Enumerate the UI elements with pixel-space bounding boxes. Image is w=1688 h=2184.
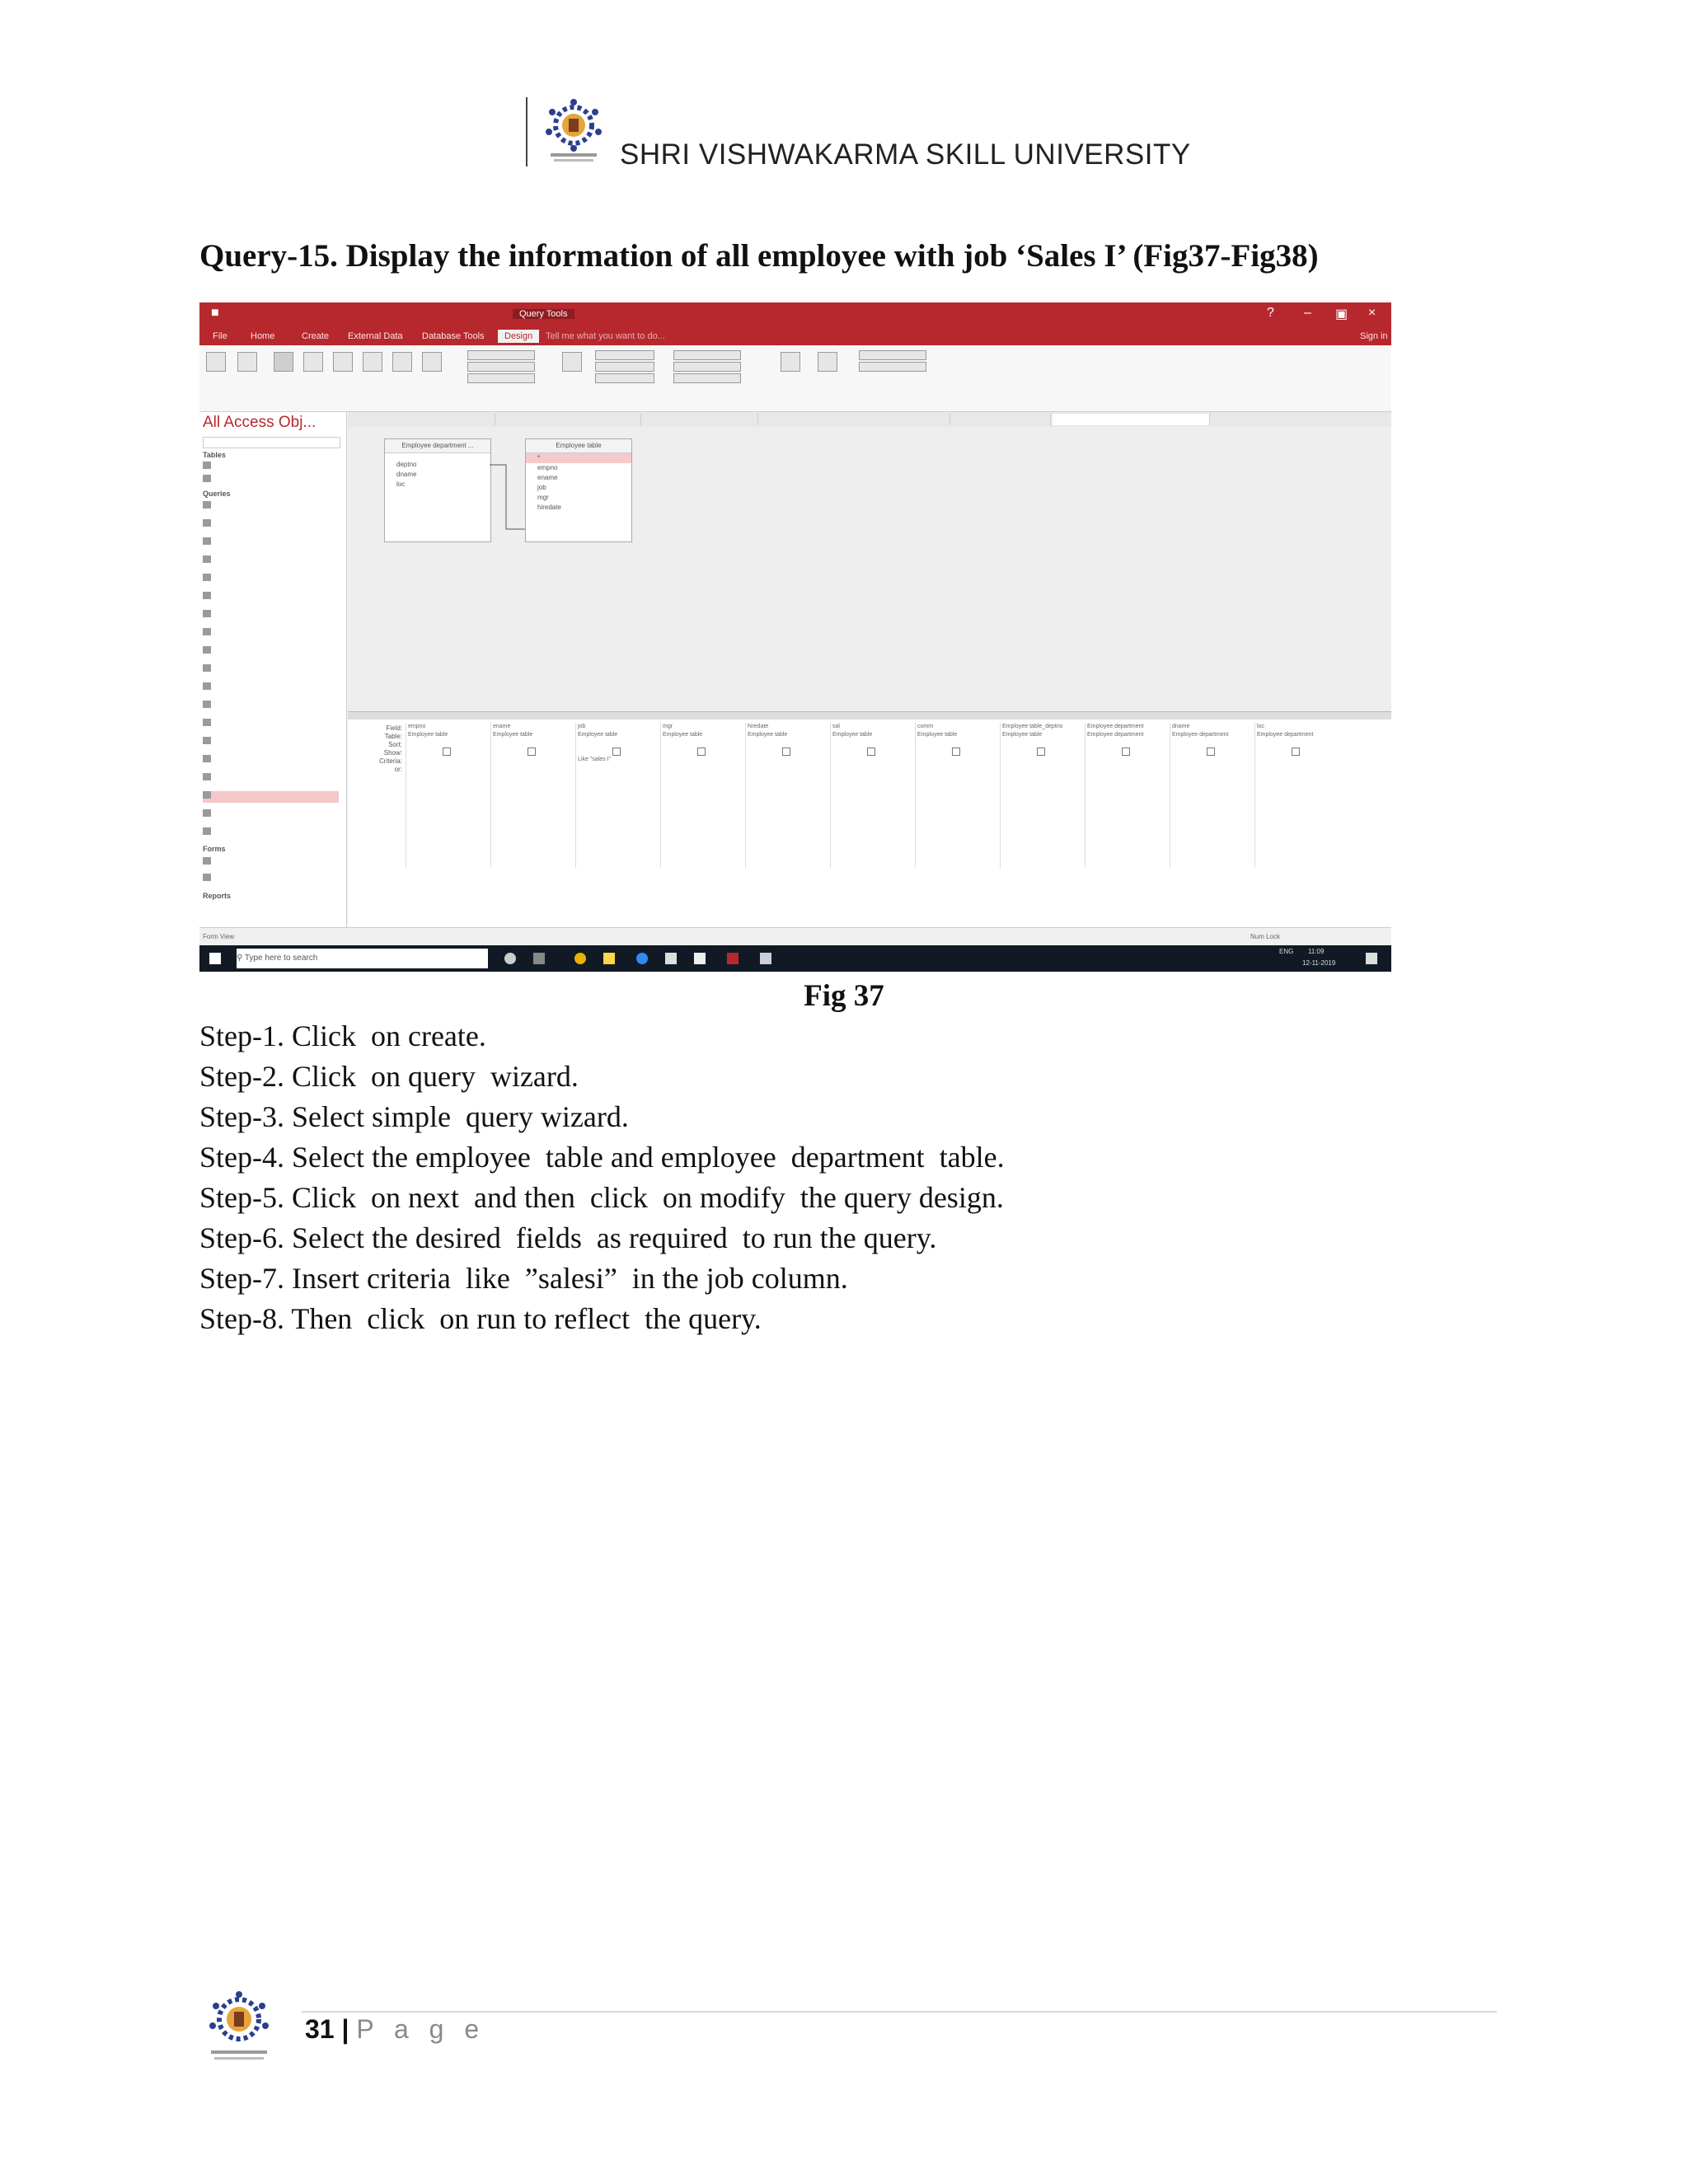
select-button[interactable] xyxy=(274,352,293,372)
grid-or-cell[interactable] xyxy=(1085,764,1170,772)
query-design-surface xyxy=(348,427,1391,711)
ribbon-toolbar xyxy=(199,345,1391,412)
grid-column[interactable] xyxy=(915,723,1001,868)
field-item[interactable]: hiredate xyxy=(537,504,561,511)
grid-column[interactable] xyxy=(745,723,831,868)
status-left: Form View xyxy=(203,933,235,940)
document-tab[interactable] xyxy=(642,414,758,425)
minimize-icon[interactable]: – xyxy=(1304,306,1311,320)
pass-through-button[interactable] xyxy=(467,362,535,372)
nav-item-query[interactable] xyxy=(203,610,339,621)
grid-criteria-cell[interactable] xyxy=(1170,756,1255,764)
grid-criteria-cell[interactable] xyxy=(491,756,576,764)
field-item[interactable]: ename xyxy=(537,474,558,481)
header-divider xyxy=(526,97,528,166)
nav-section-tables[interactable]: Tables xyxy=(203,451,226,459)
grid-show-cell[interactable] xyxy=(916,748,1001,756)
file-explorer-icon[interactable] xyxy=(603,953,615,964)
grid-field-cell[interactable]: comm xyxy=(917,724,934,729)
grid-or-cell[interactable] xyxy=(406,764,491,772)
document-tab[interactable] xyxy=(496,414,641,425)
nav-section-forms[interactable]: Forms xyxy=(203,845,226,853)
show-checkbox[interactable] xyxy=(528,748,536,756)
grid-field-cell[interactable]: sal xyxy=(832,724,840,729)
grid-field-cell[interactable]: empno xyxy=(408,724,426,729)
tray-language[interactable]: ENG xyxy=(1279,948,1294,955)
show-checkbox[interactable] xyxy=(612,748,621,756)
document-tab[interactable] xyxy=(951,414,1051,425)
grid-column[interactable] xyxy=(575,723,661,868)
grid-sort-cell[interactable] xyxy=(1085,739,1170,748)
page-label: P a g e xyxy=(356,2014,486,2044)
ribbon-tab-design[interactable]: Design xyxy=(498,330,539,343)
totals-button[interactable] xyxy=(781,352,800,372)
row-label-criteria: Criteria: xyxy=(378,757,402,765)
university-logo-icon xyxy=(532,97,615,166)
page-number xyxy=(305,2014,485,2045)
notification-icon[interactable] xyxy=(1366,953,1377,964)
grid-column[interactable] xyxy=(1254,723,1340,868)
steps-list xyxy=(199,1016,1436,1339)
nav-item-table[interactable] xyxy=(203,462,339,473)
grid-show-cell[interactable] xyxy=(831,748,916,756)
grid-field-cell[interactable]: hiredate xyxy=(748,724,769,729)
grid-or-cell[interactable] xyxy=(576,764,661,772)
show-table-button[interactable] xyxy=(562,352,582,372)
step-item: Step-2. Click on query wizard. xyxy=(199,1060,579,1093)
app-icon[interactable] xyxy=(760,953,771,964)
field-item[interactable]: dname xyxy=(396,471,417,478)
delete-rows-button[interactable] xyxy=(595,362,654,372)
grid-field-cell[interactable]: mgr xyxy=(663,724,673,729)
grid-sort-cell[interactable] xyxy=(916,739,1001,748)
nav-item-query[interactable] xyxy=(203,555,339,567)
grid-sort-cell[interactable] xyxy=(1170,739,1255,748)
grid-table-cell[interactable]: Employee department xyxy=(1087,732,1144,738)
maximize-icon[interactable]: ▣ xyxy=(1335,307,1348,321)
data-definition-button[interactable] xyxy=(467,373,535,383)
grid-sort-cell[interactable] xyxy=(831,739,916,748)
delete-columns-button[interactable] xyxy=(673,362,741,372)
navigation-pane xyxy=(199,412,347,927)
grid-or-cell[interactable] xyxy=(1255,764,1340,772)
grid-sort-cell[interactable] xyxy=(406,739,491,748)
crosstab-button[interactable] xyxy=(392,352,412,372)
property-sheet-button[interactable] xyxy=(859,350,926,360)
grid-criteria-cell[interactable] xyxy=(831,756,916,764)
builder-button[interactable] xyxy=(595,373,654,383)
grid-column[interactable] xyxy=(406,723,491,868)
grid-or-cell[interactable] xyxy=(661,764,746,772)
grid-field-cell[interactable]: Employee department xyxy=(1087,724,1144,729)
grid-show-cell[interactable] xyxy=(491,748,576,756)
window-titlebar xyxy=(199,302,1391,327)
grid-table-cell[interactable]: Employee department xyxy=(1172,732,1229,738)
grid-show-cell[interactable] xyxy=(1001,748,1085,756)
page-number-separator: | xyxy=(341,2014,349,2044)
row-label-field: Field: xyxy=(386,724,402,732)
tray-time[interactable]: 11:09 xyxy=(1308,948,1325,955)
grid-criteria-cell[interactable] xyxy=(746,756,831,764)
grid-criteria-cell[interactable] xyxy=(1085,756,1170,764)
chrome-icon[interactable] xyxy=(574,953,586,964)
store-icon[interactable] xyxy=(665,953,677,964)
grid-field-cell[interactable]: job xyxy=(578,724,586,729)
nav-pane-title[interactable]: All Access Obj... xyxy=(203,414,316,431)
nav-item-form[interactable] xyxy=(203,857,339,869)
grid-criteria-cell[interactable] xyxy=(661,756,746,764)
windows-taskbar xyxy=(199,945,1391,972)
footer-logo-icon xyxy=(198,1986,280,2069)
grid-or-cell[interactable] xyxy=(1001,764,1085,772)
grid-show-cell[interactable] xyxy=(406,748,491,756)
nav-item-query[interactable] xyxy=(203,574,339,585)
row-label-or: or: xyxy=(394,766,402,773)
tell-me-box[interactable]: Tell me what you want to do... xyxy=(546,331,665,341)
step-item: Step-1. Click on create. xyxy=(199,1019,486,1052)
show-checkbox[interactable] xyxy=(952,748,960,756)
nav-item-query[interactable] xyxy=(203,719,339,730)
nav-search-input[interactable] xyxy=(203,437,340,448)
status-right: Num Lock xyxy=(1250,933,1281,940)
nav-item-query[interactable] xyxy=(203,773,339,785)
nav-item-query[interactable] xyxy=(203,628,339,640)
step-item: Step-5. Click on next and then click on modify the query design. xyxy=(199,1181,1004,1214)
ribbon-tab-create[interactable]: Create xyxy=(302,331,330,341)
insert-columns-button[interactable] xyxy=(673,350,741,360)
document-tabs xyxy=(348,412,1391,428)
nav-item-form[interactable] xyxy=(203,874,339,885)
nav-item-query[interactable] xyxy=(203,737,339,748)
grid-show-cell[interactable] xyxy=(1255,748,1340,756)
grid-show-cell[interactable] xyxy=(746,748,831,756)
query-design-grid xyxy=(348,719,1391,927)
union-button[interactable] xyxy=(467,350,535,360)
show-checkbox[interactable] xyxy=(697,748,706,756)
page-header xyxy=(519,97,1191,171)
step-item: Step-8. Then click on run to reflect the query. xyxy=(199,1302,762,1335)
page-number-value: 31 xyxy=(305,2014,335,2044)
grid-table-cell[interactable]: Employee table xyxy=(663,732,703,738)
grid-sort-cell[interactable] xyxy=(661,739,746,748)
grid-sort-cell[interactable] xyxy=(1001,739,1085,748)
show-checkbox[interactable] xyxy=(867,748,875,756)
show-checkbox[interactable] xyxy=(1292,748,1300,756)
view-button[interactable] xyxy=(206,352,226,372)
document-tab[interactable] xyxy=(354,414,495,425)
nav-item-query-selected[interactable] xyxy=(203,791,339,803)
table-box-employee[interactable] xyxy=(525,438,632,542)
grid-or-cell[interactable] xyxy=(491,764,576,772)
grid-or-cell[interactable] xyxy=(1170,764,1255,772)
grid-show-cell[interactable] xyxy=(661,748,746,756)
grid-sort-cell[interactable] xyxy=(576,739,661,748)
edge-icon[interactable] xyxy=(636,953,648,964)
step-item: Step-6. Select the desired fields as required to run the query. xyxy=(199,1221,937,1254)
grid-field-cell[interactable]: loc xyxy=(1257,724,1264,729)
grid-table-cell[interactable]: Employee table xyxy=(1002,732,1043,738)
append-button[interactable] xyxy=(333,352,353,372)
parameters-button[interactable] xyxy=(818,352,837,372)
delete-button[interactable] xyxy=(422,352,442,372)
field-item[interactable]: * xyxy=(526,453,631,463)
table-names-button[interactable] xyxy=(859,362,926,372)
mail-icon[interactable] xyxy=(694,953,706,964)
run-button[interactable] xyxy=(237,352,257,372)
footer-divider xyxy=(302,2011,1497,2013)
grid-column[interactable] xyxy=(830,723,916,868)
field-item[interactable]: job xyxy=(537,484,546,491)
nav-section-reports[interactable]: Reports xyxy=(203,892,232,900)
ribbon-tab-database-tools[interactable]: Database Tools xyxy=(422,331,485,341)
sign-in-link[interactable]: Sign in xyxy=(1360,331,1388,341)
grid-column[interactable] xyxy=(1085,723,1170,868)
document-tab-active[interactable] xyxy=(1053,414,1210,425)
row-label-table: Table: xyxy=(384,733,402,740)
access-screenshot xyxy=(199,302,1391,972)
grid-row-labels xyxy=(348,724,402,774)
grid-table-cell[interactable]: Employee table xyxy=(832,732,873,738)
taskbar-search-placeholder: Type here to search xyxy=(244,954,318,963)
windows-start-icon[interactable] xyxy=(209,953,221,964)
document-tab[interactable] xyxy=(760,414,950,425)
nav-item-query[interactable] xyxy=(203,755,339,766)
return-dropdown[interactable] xyxy=(673,373,741,383)
make-table-button[interactable] xyxy=(303,352,323,372)
grid-column[interactable] xyxy=(660,723,746,868)
grid-sort-cell[interactable] xyxy=(491,739,576,748)
table-box-title: Employee department ... xyxy=(385,439,490,453)
grid-show-cell[interactable] xyxy=(1170,748,1255,756)
grid-table-cell[interactable]: Employee table xyxy=(748,732,788,738)
ribbon-tab-home[interactable]: Home xyxy=(251,331,275,341)
update-button[interactable] xyxy=(363,352,382,372)
grid-criteria-cell[interactable] xyxy=(1001,756,1085,764)
field-item[interactable]: mgr xyxy=(537,494,549,501)
grid-criteria-cell[interactable]: Like "sales I" xyxy=(578,757,611,762)
nav-item-query[interactable] xyxy=(203,827,339,839)
grid-column[interactable] xyxy=(490,723,576,868)
insert-rows-button[interactable] xyxy=(595,350,654,360)
nav-item-query[interactable] xyxy=(203,664,339,676)
step-item: Step-4. Select the employee table and employee department table. xyxy=(199,1141,1005,1174)
grid-show-cell[interactable] xyxy=(576,748,661,756)
nav-item-table[interactable] xyxy=(203,475,339,486)
field-item[interactable]: deptno xyxy=(396,461,417,468)
nav-item-query[interactable] xyxy=(203,809,339,821)
grid-criteria-cell[interactable] xyxy=(1255,756,1340,764)
nav-item-query[interactable] xyxy=(203,592,339,603)
nav-item-query[interactable] xyxy=(203,519,339,531)
grid-table-cell[interactable]: Employee table xyxy=(493,732,533,738)
grid-show-cell[interactable] xyxy=(1085,748,1170,756)
table-box-title: Employee table xyxy=(526,439,631,453)
field-item[interactable]: empno xyxy=(537,464,558,471)
row-label-sort: Sort: xyxy=(388,741,402,748)
step-item: Step-3. Select simple query wizard. xyxy=(199,1100,629,1133)
show-checkbox[interactable] xyxy=(782,748,790,756)
grid-table-cell[interactable]: Employee table xyxy=(917,732,958,738)
query-heading: Query-15. Display the information of all employee with job ‘Sales I’ (Fig37-Fig38) xyxy=(199,238,1319,274)
nav-item-query[interactable] xyxy=(203,537,339,549)
nav-section-queries[interactable]: Queries xyxy=(203,490,231,498)
grid-or-cell[interactable] xyxy=(746,764,831,772)
show-checkbox[interactable] xyxy=(1037,748,1045,756)
table-box-employee-department[interactable] xyxy=(384,438,491,542)
grid-criteria-cell[interactable] xyxy=(406,756,491,764)
grid-field-cell[interactable]: Employee table_deptno xyxy=(1002,724,1063,729)
grid-or-cell[interactable] xyxy=(916,764,1001,772)
grid-sort-cell[interactable] xyxy=(746,739,831,748)
nav-item-query[interactable] xyxy=(203,701,339,712)
show-checkbox[interactable] xyxy=(1207,748,1215,756)
grid-criteria-cell[interactable] xyxy=(916,756,1001,764)
task-view-icon[interactable] xyxy=(533,953,545,964)
grid-table-cell[interactable]: Employee department xyxy=(1257,732,1314,738)
grid-column[interactable] xyxy=(1000,723,1085,868)
university-name: SHRI VISHWAKARMA SKILL UNIVERSITY xyxy=(620,138,1191,171)
cortana-icon[interactable] xyxy=(504,953,516,964)
row-label-show: Show: xyxy=(383,749,402,757)
relationship-line xyxy=(490,460,527,534)
status-bar xyxy=(199,927,1391,946)
taskbar-search-input[interactable]: ⚲ Type here to search xyxy=(237,949,488,968)
grid-field-cell[interactable]: ename xyxy=(493,724,511,729)
close-icon[interactable]: × xyxy=(1368,306,1376,320)
grid-column[interactable] xyxy=(1170,723,1255,868)
help-icon[interactable]: ? xyxy=(1267,306,1274,320)
nav-item-query[interactable] xyxy=(203,501,339,513)
figure-caption: Fig 37 xyxy=(804,979,884,1013)
show-checkbox[interactable] xyxy=(443,748,451,756)
show-checkbox[interactable] xyxy=(1122,748,1130,756)
nav-item-query[interactable] xyxy=(203,646,339,658)
step-item: Step-7. Insert criteria like ”salesi” in the job column. xyxy=(199,1262,848,1295)
tray-date[interactable]: 12-11-2019 xyxy=(1302,959,1336,967)
ribbon-tab-file[interactable]: File xyxy=(213,331,227,341)
grid-table-cell[interactable]: Employee table xyxy=(578,732,618,738)
ribbon-tab-external-data[interactable]: External Data xyxy=(348,331,403,341)
grid-or-cell[interactable] xyxy=(831,764,916,772)
access-app-icon[interactable] xyxy=(727,953,738,964)
nav-item-query[interactable] xyxy=(203,682,339,694)
context-tab-label: Query Tools xyxy=(513,309,574,319)
grid-table-cell[interactable]: Employee table xyxy=(408,732,448,738)
save-icon[interactable]: ■ xyxy=(211,306,219,320)
field-item[interactable]: loc xyxy=(396,480,406,488)
grid-field-cell[interactable]: dname xyxy=(1172,724,1190,729)
ribbon-tabs xyxy=(199,327,1391,345)
grid-sort-cell[interactable] xyxy=(1255,739,1340,748)
